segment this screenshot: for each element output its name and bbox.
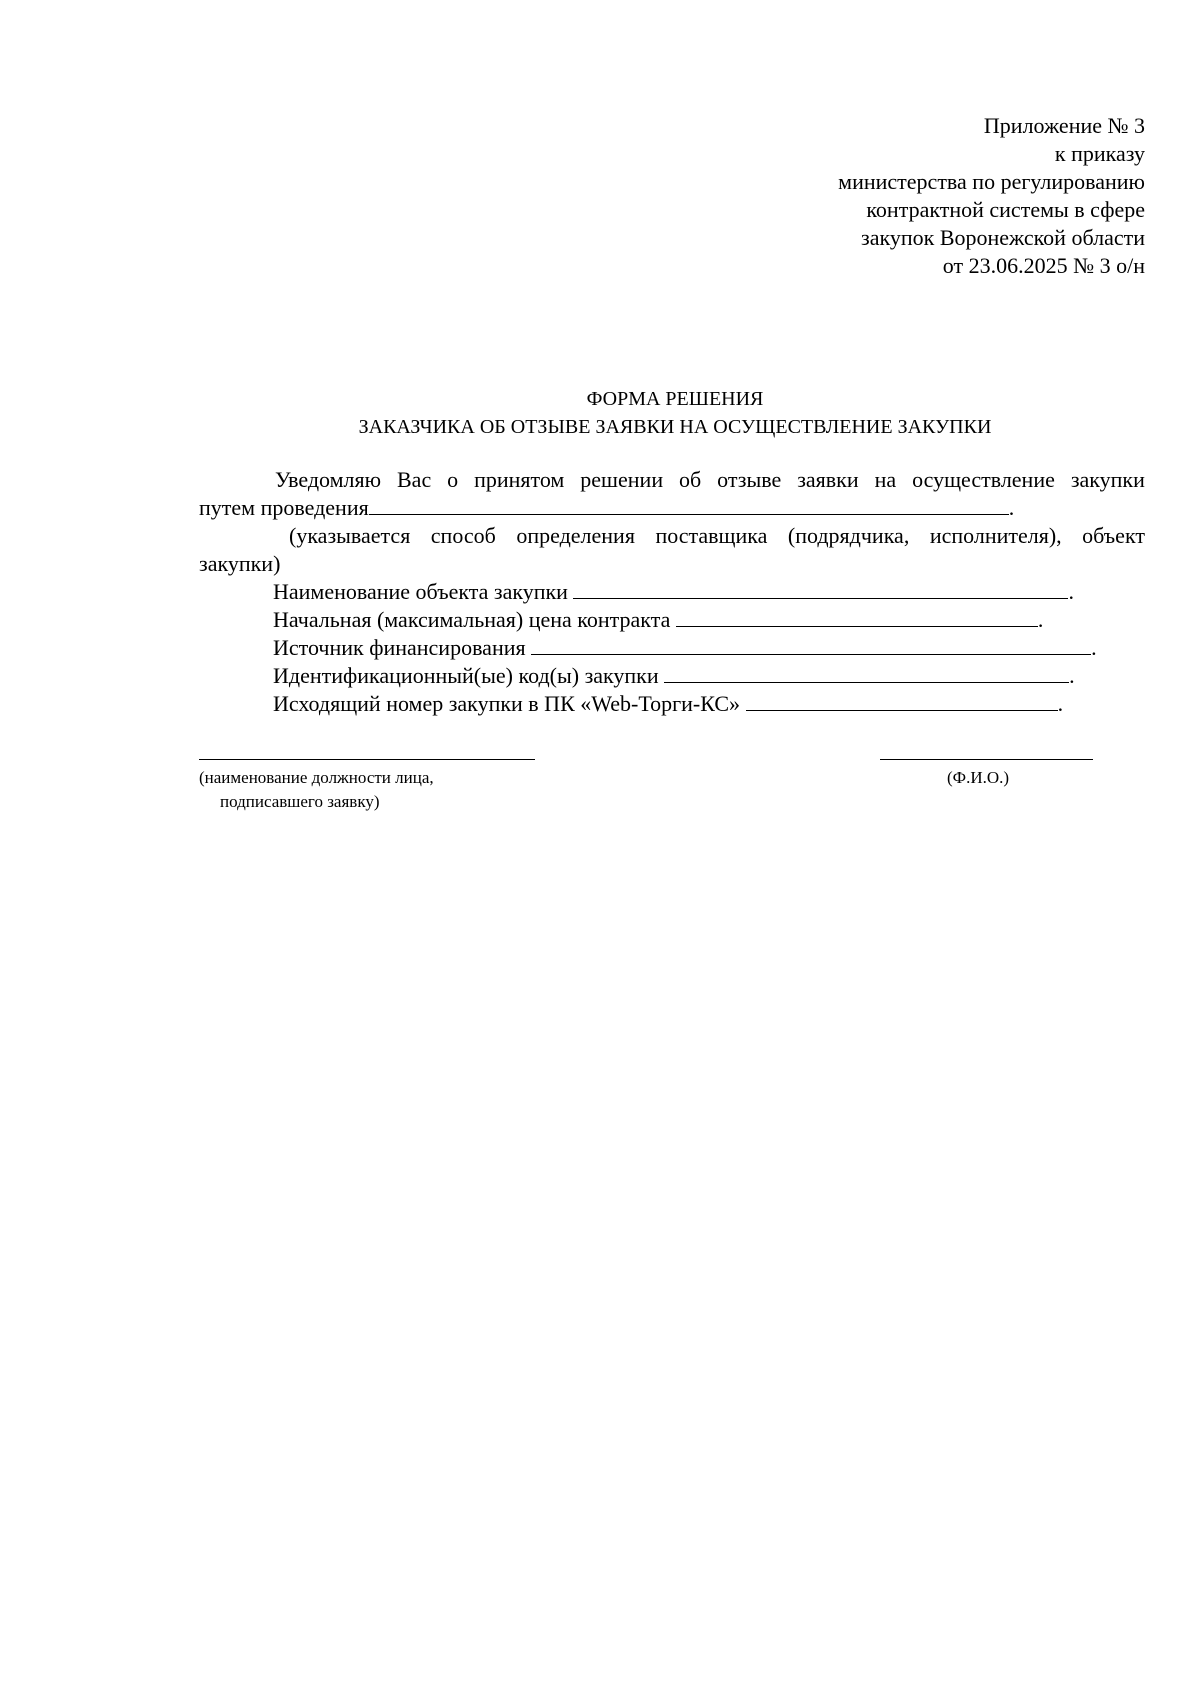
hint-word: (подрядчика,	[787, 523, 910, 548]
intro-word: о	[447, 467, 459, 492]
initial-price-label: Начальная (максимальная) цена контракта	[273, 607, 671, 632]
intro-word: принятом	[474, 467, 565, 492]
position-signature-line[interactable]	[199, 759, 535, 760]
field-id-codes: Идентификационный(ые) код(ы) закупки .	[273, 663, 1075, 688]
field-initial-price: Начальная (максимальная) цена контракта .	[273, 607, 1044, 632]
ministry-line-1: министерства по регулированию	[838, 169, 1145, 194]
ministry-line-3: закупок Воронежской области	[861, 225, 1145, 250]
position-caption-line-2: подписавшего заявку)	[220, 792, 380, 811]
hint-word: поставщика	[655, 523, 768, 548]
funding-source-label: Источник финансирования	[273, 635, 526, 660]
order-reference: к приказу	[1054, 141, 1145, 166]
intro-line-2: путем проведения .	[199, 495, 1015, 520]
hint-line-2: закупки)	[199, 551, 281, 576]
name-caption: (Ф.И.О.)	[947, 768, 1010, 787]
hint-word: способ	[430, 523, 496, 548]
name-signature-line[interactable]	[880, 759, 1093, 760]
outgoing-number-blank[interactable]	[746, 690, 1058, 711]
intro-word: на	[874, 467, 897, 492]
intro-word: отзыве	[717, 467, 782, 492]
intro-word: закупки	[1070, 467, 1145, 492]
funding-source-blank[interactable]	[531, 634, 1091, 655]
position-caption-line-1: (наименование должности лица,	[199, 768, 434, 787]
outgoing-number-label: Исходящий номер закупки в ПК «Web-Торги-КС»	[273, 691, 741, 716]
hint-word: исполнителя),	[929, 523, 1062, 548]
id-codes-blank[interactable]	[664, 662, 1069, 683]
intro-word: решении	[580, 467, 664, 492]
method-label: путем проведения	[199, 495, 369, 520]
field-outgoing-number: Исходящий номер закупки в ПК «Web-Торги-КС» .	[273, 691, 1064, 716]
hint-line-1	[289, 522, 1145, 550]
order-date-number: от 23.06.2025 № 3 о/н	[942, 253, 1145, 278]
hint-word: (указывается	[289, 523, 411, 548]
object-name-blank[interactable]	[573, 578, 1068, 599]
object-name-label: Наименование объекта закупки	[273, 579, 568, 604]
intro-word: Вас	[397, 467, 432, 492]
form-title-line-1: ФОРМА РЕШЕНИЯ	[586, 388, 764, 410]
hint-word: определения	[516, 523, 635, 548]
method-blank[interactable]	[369, 494, 1009, 515]
intro-word: Уведомляю	[275, 467, 382, 492]
hint-word: объект	[1082, 523, 1145, 548]
field-object-name: Наименование объекта закупки .	[273, 579, 1074, 604]
id-codes-label: Идентификационный(ые) код(ы) закупки	[273, 663, 659, 688]
form-title	[195, 385, 1155, 441]
appendix-header	[625, 112, 1145, 280]
ministry-line-2: контрактной системы в сфере	[866, 197, 1145, 222]
intro-word: заявки	[797, 467, 859, 492]
intro-word: осуществление	[912, 467, 1055, 492]
intro-word: об	[679, 467, 702, 492]
initial-price-blank[interactable]	[676, 606, 1038, 627]
intro-line-1	[275, 466, 1145, 494]
appendix-number: Приложение № 3	[983, 113, 1145, 138]
field-funding-source: Источник финансирования .	[273, 635, 1097, 660]
form-title-line-2: ЗАКАЗЧИКА ОБ ОТЗЫВЕ ЗАЯВКИ НА ОСУЩЕСТВЛЕНИЕ ЗАКУПКИ	[358, 416, 992, 438]
